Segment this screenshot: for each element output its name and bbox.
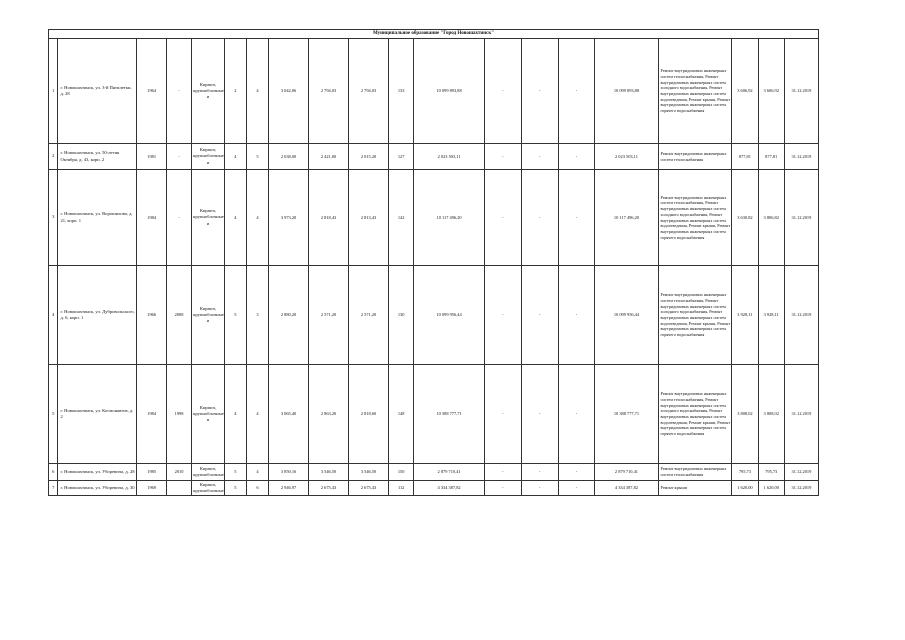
year-built-cell: 1981 xyxy=(137,144,166,170)
limit-per-sqm-cell: 3 606,92 xyxy=(758,39,784,144)
floors-cell: 5 xyxy=(224,464,246,481)
address-cell: г. Новошахтинск, ул. Космонавтов, д. 2 xyxy=(58,365,137,464)
owners-cost-cell: 10 117 496,20 xyxy=(595,170,658,266)
owners-cost-cell: 2 879 710,41 xyxy=(595,464,658,481)
year-built-cell: 1966 xyxy=(137,266,166,365)
owners-cost-cell: 10 099 956,44 xyxy=(595,266,658,365)
cost-per-sqm-cell: 3 606,92 xyxy=(732,39,758,144)
row-number: 2 xyxy=(49,144,58,170)
works-cell: Ремонт внутридомовых инженерных систем теплоснабжения xyxy=(658,464,732,481)
completion-date-cell: 31.12.2019 xyxy=(784,365,818,464)
cost-total-cell: 10 388 777,71 xyxy=(414,365,485,464)
entrances-cell: 4 xyxy=(246,170,268,266)
cost-total-cell: 10 099 956,44 xyxy=(414,266,485,365)
completion-date-cell: 31.12.2019 xyxy=(784,170,818,266)
row-number: 7 xyxy=(49,481,58,496)
floors-cell: 2 xyxy=(224,39,246,144)
residents-cell: 150 xyxy=(389,464,414,481)
residents-cell: 148 xyxy=(389,365,414,464)
table-row xyxy=(49,464,819,481)
residential-area-cell: 2 813,43 xyxy=(349,170,389,266)
wall-material-cell: Кирпич, крупноблочные и xyxy=(192,266,225,365)
fund-cell: - xyxy=(521,170,558,266)
cost-total-cell: 4 334 387,82 xyxy=(414,481,485,496)
entrances-cell: 4 xyxy=(246,464,268,481)
address-cell: г. Новошахтинск, ул. Уборевича, д. 30 xyxy=(58,481,137,496)
area-cell: 3 546,50 xyxy=(309,464,349,481)
fund-cell: - xyxy=(521,365,558,464)
residential-area-cell: 2 818,60 xyxy=(349,365,389,464)
fund-cell: - xyxy=(484,266,521,365)
cost-total-cell: 2 023 503,11 xyxy=(414,144,485,170)
completion-date-cell: 31.12.2019 xyxy=(784,464,818,481)
owners-cost-cell: 4 334 387,82 xyxy=(595,481,658,496)
year-built-cell: 1964 xyxy=(137,39,166,144)
buildings-table xyxy=(48,29,819,496)
works-cell: Ремонт внутридомовых инженерных систем теплоснабжения xyxy=(658,144,732,170)
cost-total-cell: 2 879 710,41 xyxy=(414,464,485,481)
total-area-cell: 3 065,40 xyxy=(269,365,309,464)
works-cell: Ремонт внутридомовых инженерных систем теплоснабжения, Ремонт внутридомовых инженерных систем холодного водоснабжения, Ремонт внутридомовых инженерных систем водоотведения, Ремонт крыши, Ремонт внутридомовых инженерных систем горячего водоснабжения xyxy=(658,39,732,144)
area-cell: 2 421,00 xyxy=(309,144,349,170)
total-area-cell: 3 850,16 xyxy=(269,464,309,481)
year-renovation-cell: 2010 xyxy=(166,464,191,481)
cost-per-sqm-cell: 877,81 xyxy=(732,144,758,170)
register-sheet xyxy=(48,29,819,496)
address-cell: г. Новошахтинск, ул. Дубровольского, д. 6, корп. 1 xyxy=(58,266,137,365)
cost-per-sqm-cell: 795,73 xyxy=(732,464,758,481)
limit-per-sqm-cell: 1 620,00 xyxy=(758,481,784,496)
wall-material-cell: Кирпич, крупноблочные и xyxy=(192,170,225,266)
fund-cell: - xyxy=(521,144,558,170)
table-row xyxy=(49,170,819,266)
fund-cell: - xyxy=(484,170,521,266)
area-cell: 2 818,43 xyxy=(309,170,349,266)
works-cell: Ремонт внутридомовых инженерных систем теплоснабжения, Ремонт внутридомовых инженерных систем холодного водоснабжения, Ремонт внутридомовых инженерных систем водоотведения, Ремонт крыши, Ремонт внутридомовых инженерных систем горячего водоснабжения xyxy=(658,365,732,464)
year-built-cell: 1969 xyxy=(137,481,166,496)
residents-cell: 127 xyxy=(389,144,414,170)
row-number: 4 xyxy=(49,266,58,365)
cost-per-sqm-cell: 3 928,11 xyxy=(732,266,758,365)
address-cell: г. Новошахтинск, ул. Ворошилова, д. 21, корп. 1 xyxy=(58,170,137,266)
completion-date-cell: 31.12.2019 xyxy=(784,144,818,170)
fund-cell: - xyxy=(558,365,595,464)
wall-material-cell: Кирпич, крупноблочные и xyxy=(192,144,225,170)
cost-total-cell: 10 099 893,88 xyxy=(414,39,485,144)
fund-cell: - xyxy=(521,481,558,496)
area-cell: 2 675,43 xyxy=(309,481,349,496)
area-cell: 2 863,20 xyxy=(309,365,349,464)
fund-cell: - xyxy=(484,464,521,481)
year-built-cell: 1984 xyxy=(137,365,166,464)
completion-date-cell: 31.12.2019 xyxy=(784,481,818,496)
completion-date-cell: 31.12.2019 xyxy=(784,266,818,365)
year-built-cell: 1985 xyxy=(137,464,166,481)
residents-cell: 130 xyxy=(389,266,414,365)
total-area-cell: 2 638,00 xyxy=(269,144,309,170)
entrances-cell: 6 xyxy=(246,481,268,496)
row-number: 6 xyxy=(49,464,58,481)
floors-cell: 5 xyxy=(224,481,246,496)
total-area-cell: 2 946,97 xyxy=(269,481,309,496)
fund-cell: - xyxy=(558,266,595,365)
owners-cost-cell: 10 388 777,71 xyxy=(595,365,658,464)
fund-cell: - xyxy=(558,481,595,496)
row-number: 1 xyxy=(49,39,58,144)
table-row xyxy=(49,481,819,496)
fund-cell: - xyxy=(484,144,521,170)
limit-per-sqm-cell: 795,73 xyxy=(758,464,784,481)
total-area-cell: 3 973,20 xyxy=(269,170,309,266)
year-renovation-cell: - xyxy=(166,39,191,144)
residential-area-cell: 2 794,03 xyxy=(349,39,389,144)
table-row xyxy=(49,144,819,170)
area-cell: 2 794,03 xyxy=(309,39,349,144)
fund-cell: - xyxy=(521,39,558,144)
total-area-cell: 3 042,06 xyxy=(269,39,309,144)
year-renovation-cell: 1998 xyxy=(166,365,191,464)
fund-cell: - xyxy=(521,266,558,365)
title-row xyxy=(49,30,819,39)
row-number: 3 xyxy=(49,170,58,266)
entrances-cell: 3 xyxy=(246,266,268,365)
limit-per-sqm-cell: 3 808,02 xyxy=(758,365,784,464)
year-renovation-cell: 2008 xyxy=(166,266,191,365)
year-renovation-cell: - xyxy=(166,144,191,170)
residents-cell: 112 xyxy=(389,481,414,496)
fund-cell: - xyxy=(558,39,595,144)
residential-area-cell: 2 675,43 xyxy=(349,481,389,496)
cost-per-sqm-cell: 1 620,00 xyxy=(732,481,758,496)
address-cell: г. Новошахтинск, ул. Уборевича, д. 28 xyxy=(58,464,137,481)
address-cell: г. Новошахтинск, ул. 3-й Пятилетки, д. 28 xyxy=(58,39,137,144)
fund-cell: - xyxy=(484,39,521,144)
table-row xyxy=(49,39,819,144)
total-area-cell: 2 880,20 xyxy=(269,266,309,365)
residential-area-cell: 2 015,20 xyxy=(349,144,389,170)
fund-cell: - xyxy=(558,170,595,266)
address-cell: г. Новошахтинск, ул. 50-летия Октября, д. 43, корп. 2 xyxy=(58,144,137,170)
cost-per-sqm-cell: 3 808,02 xyxy=(732,365,758,464)
residents-cell: 133 xyxy=(389,39,414,144)
works-cell: Ремонт крыши xyxy=(658,481,732,496)
entrances-cell: 4 xyxy=(246,39,268,144)
table-title: Муниципальное образование "Город Новошахтинск" xyxy=(49,30,819,39)
residential-area-cell: 3 546,50 xyxy=(349,464,389,481)
residents-cell: 142 xyxy=(389,170,414,266)
fund-cell: - xyxy=(558,464,595,481)
floors-cell: 4 xyxy=(224,144,246,170)
cost-total-cell: 10 117 496,20 xyxy=(414,170,485,266)
area-cell: 2 571,20 xyxy=(309,266,349,365)
entrances-cell: 5 xyxy=(246,144,268,170)
owners-cost-cell: 10 099 893,88 xyxy=(595,39,658,144)
cost-per-sqm-cell: 3 630,82 xyxy=(732,170,758,266)
owners-cost-cell: 2 023 503,11 xyxy=(595,144,658,170)
floors-cell: 4 xyxy=(224,365,246,464)
completion-date-cell: 31.12.2019 xyxy=(784,39,818,144)
row-number: 5 xyxy=(49,365,58,464)
wall-material-cell: Кирпич, крупноблочные xyxy=(192,464,225,481)
entrances-cell: 4 xyxy=(246,365,268,464)
works-cell: Ремонт внутридомовых инженерных систем теплоснабжения, Ремонт внутридомовых инженерных систем холодного водоснабжения, Ремонт внутридомовых инженерных систем водоотведения, Ремонт крыши, Ремонт внутридомовых инженерных систем горячего водоснабжения xyxy=(658,266,732,365)
wall-material-cell: Кирпич, крупноблочные xyxy=(192,481,225,496)
limit-per-sqm-cell: 877,81 xyxy=(758,144,784,170)
year-renovation-cell: - xyxy=(166,170,191,266)
year-renovation-cell xyxy=(166,481,191,496)
residential-area-cell: 2 571,20 xyxy=(349,266,389,365)
works-cell: Ремонт внутридомовых инженерных систем теплоснабжения, Ремонт внутридомовых инженерных систем холодного водоснабжения, Ремонт внутридомовых инженерных систем водоотведения, Ремонт крыши, Ремонт внутридомовых инженерных систем горячего водоснабжения xyxy=(658,170,732,266)
table-row xyxy=(49,266,819,365)
limit-per-sqm-cell: 3 928,11 xyxy=(758,266,784,365)
fund-cell: - xyxy=(558,144,595,170)
wall-material-cell: Кирпич, крупноблочные и xyxy=(192,365,225,464)
limit-per-sqm-cell: 3 806,82 xyxy=(758,170,784,266)
fund-cell: - xyxy=(484,365,521,464)
floors-cell: 5 xyxy=(224,266,246,365)
wall-material-cell: Кирпич, крупноблочные и xyxy=(192,39,225,144)
fund-cell: - xyxy=(484,481,521,496)
year-built-cell: 1984 xyxy=(137,170,166,266)
fund-cell: - xyxy=(521,464,558,481)
table-row xyxy=(49,365,819,464)
floors-cell: 4 xyxy=(224,170,246,266)
